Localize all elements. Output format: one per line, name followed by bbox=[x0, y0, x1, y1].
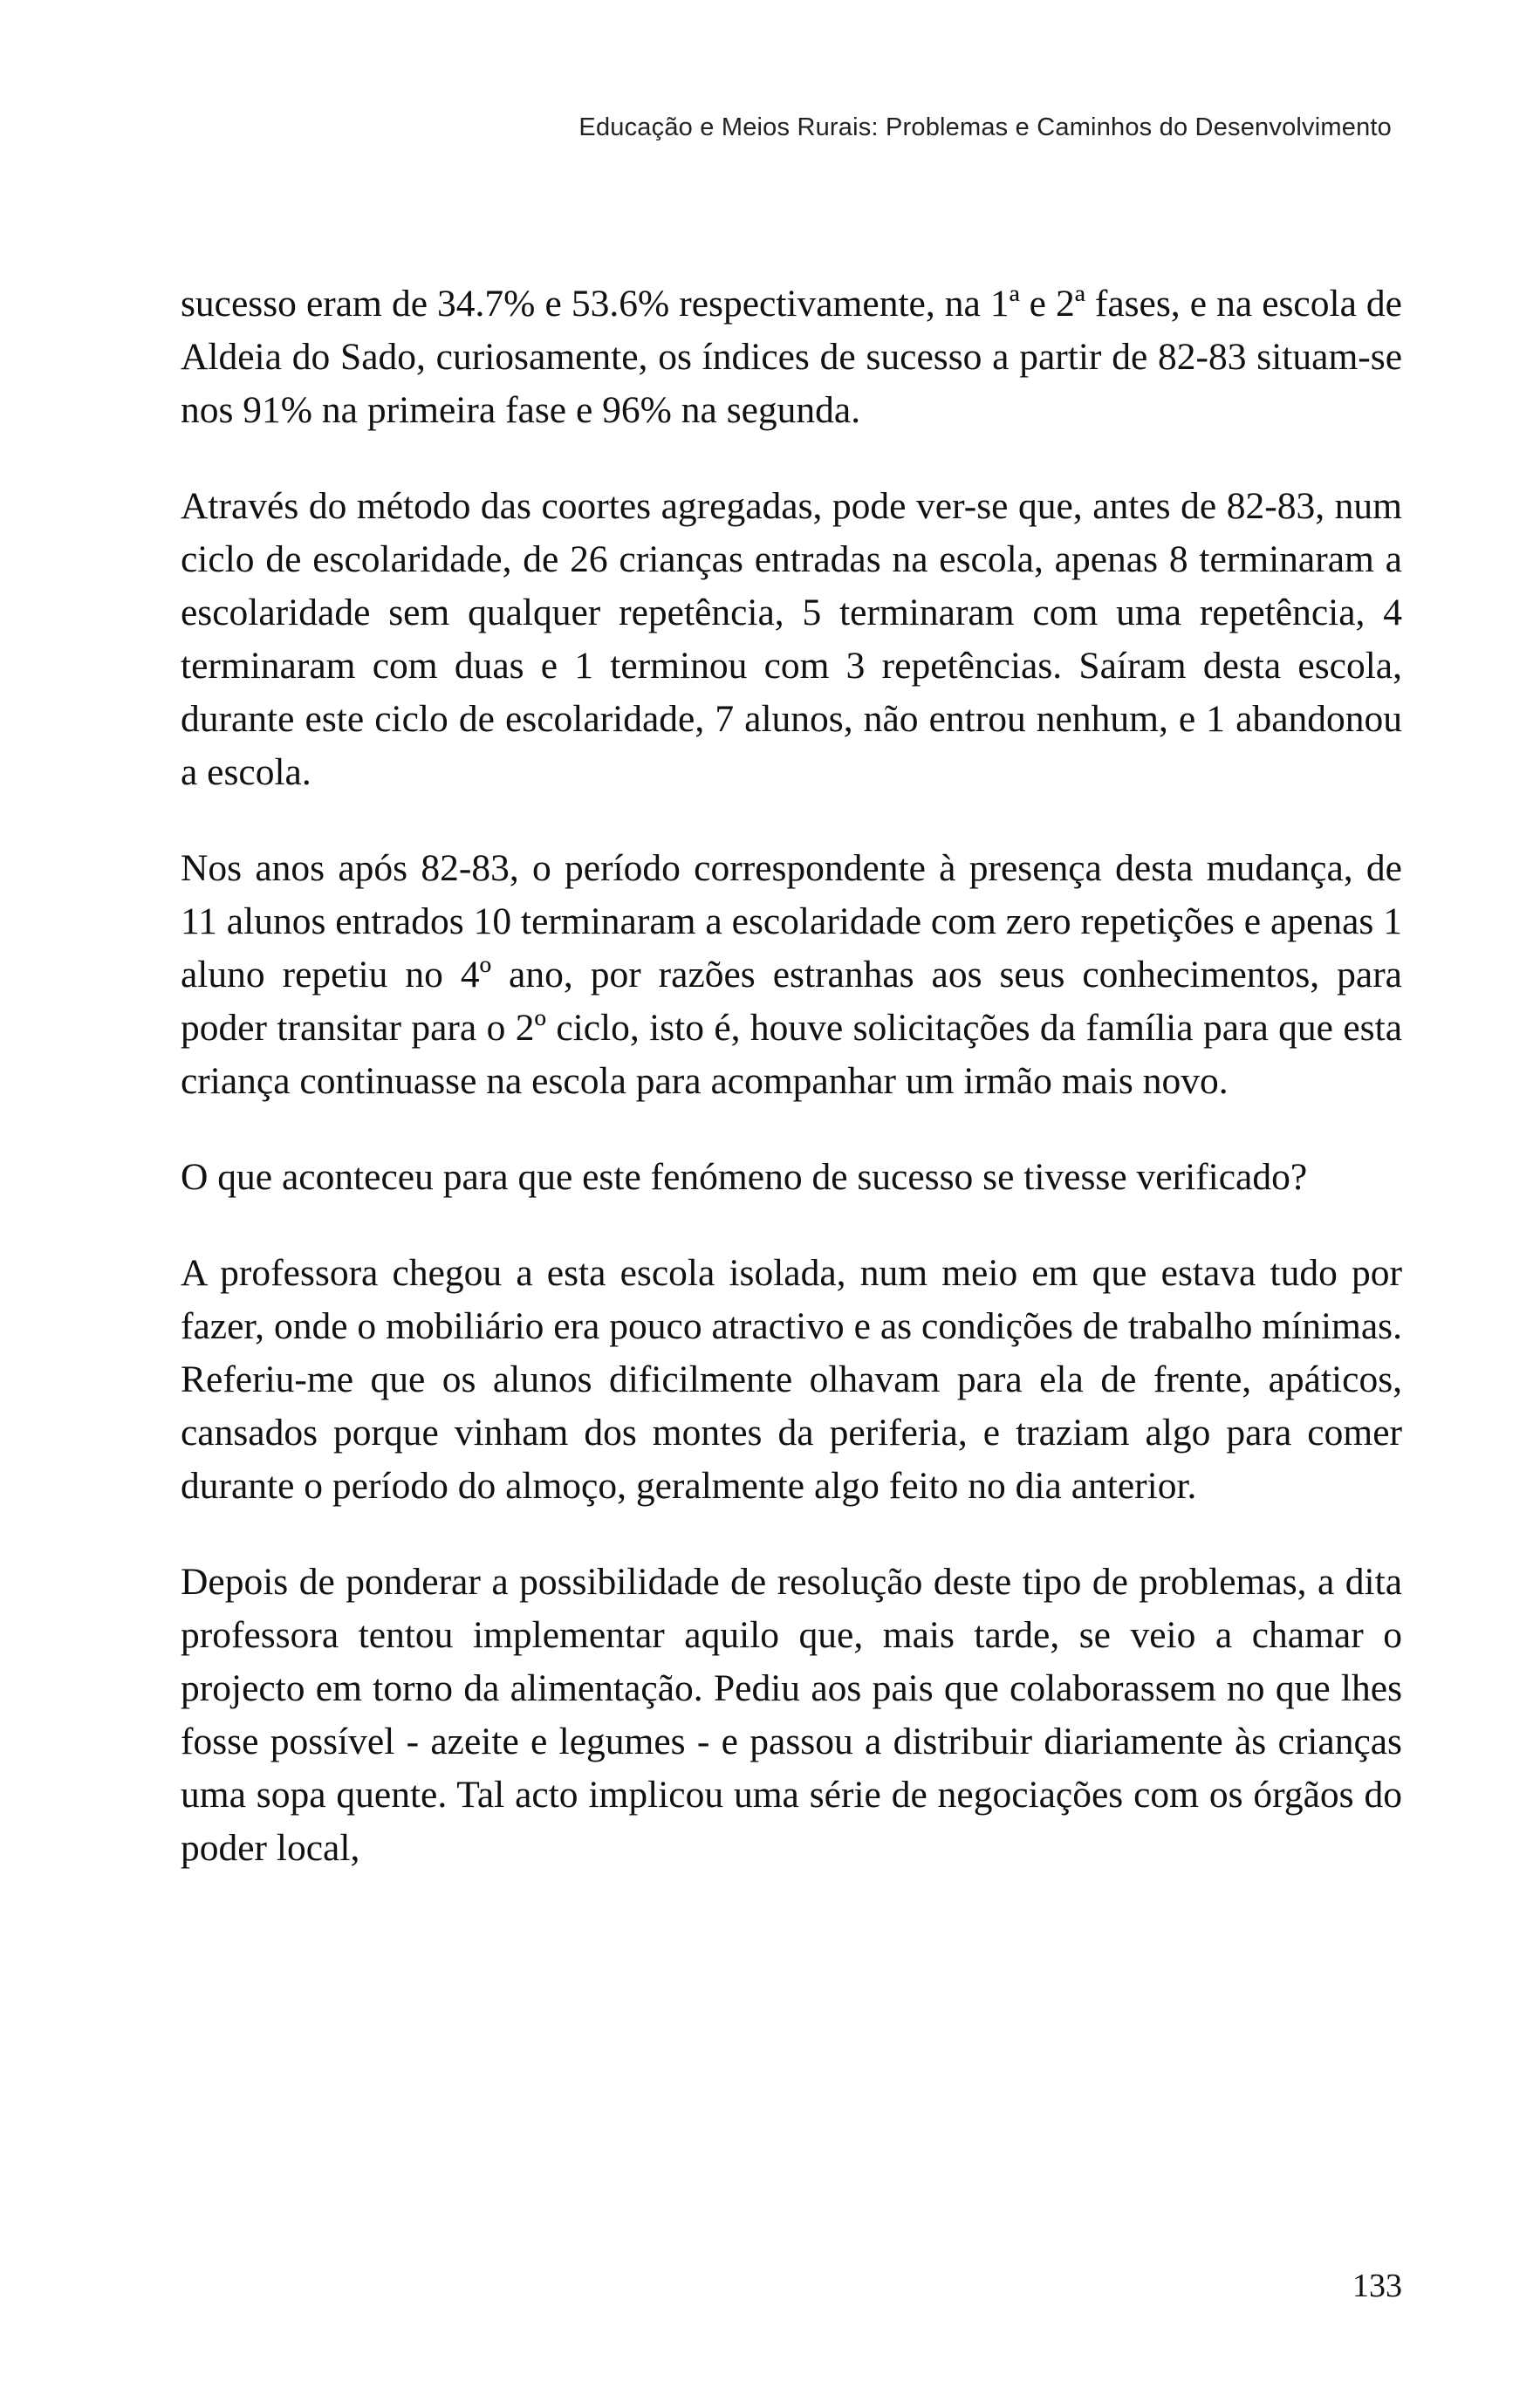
paragraph: Através do método das coortes agregadas, pode ver-se que, antes de 82-83, num ciclo de escolaridade, de 26 crianças entradas na escola, apenas 8 terminaram a escolaridade sem qualquer repetência, 5 terminaram com uma repetência, 4 terminaram com duas e 1 terminou com 3 repetências. Saíram desta escola, durante este ciclo de escolaridade, 7 alunos, não entrou nenhum, e 1 abandonou a escola. bbox=[181, 485, 1402, 793]
page-number: 133 bbox=[1352, 2268, 1402, 2304]
paragraph: Nos anos após 82-83, o período correspondente à presença desta mudança, de 11 alunos entrados 10 terminaram a escolaridade com zero repetições e apenas 1 aluno repetiu no 4º ano, por razões estranhas aos seus conhecimentos, para poder transitar para o 2º ciclo, isto é, houve solicitações da família para que esta criança continuasse na escola para acompanhar um irmão mais novo. bbox=[181, 847, 1402, 1102]
paragraph: O que aconteceu para que este fenómeno de sucesso se tivesse verificado? bbox=[181, 1156, 1308, 1198]
paragraph: A professora chegou a esta escola isolada, num meio em que estava tudo por fazer, onde o mobiliário era pouco atractivo e as condições de trabalho mínimas. Referiu-me que os alunos dificilmente olhavam para ela de frente, apáticos, cansados porque vinham dos montes da periferia, e traziam algo para comer durante o período do almoço, geralmente algo feito no dia anterior. bbox=[181, 1252, 1402, 1507]
paragraph: Depois de ponderar a possibilidade de resolução deste tipo de problemas, a dita professora tentou implementar aquilo que, mais tarde, se veio a chamar o projecto em torno da alimentação. Pediu aos pais que colaborassem no que lhes fosse possível - azeite e legumes - e passou a distribuir diariamente às crianças uma sopa quente. Tal acto implicou uma série de negociações com os órgãos do poder local, bbox=[181, 1561, 1402, 1869]
paragraph: sucesso eram de 34.7% e 53.6% respectivamente, na 1ª e 2ª fases, e na escola de Aldeia do Sado, curiosamente, os índices de sucesso a partir de 82-83 situam-se nos 91% na primeira fase e 96% na segunda. bbox=[181, 283, 1402, 431]
running-header: Educação e Meios Rurais: Problemas e Caminhos do Desenvolvimento bbox=[578, 113, 1392, 141]
body-text bbox=[181, 277, 1402, 1875]
